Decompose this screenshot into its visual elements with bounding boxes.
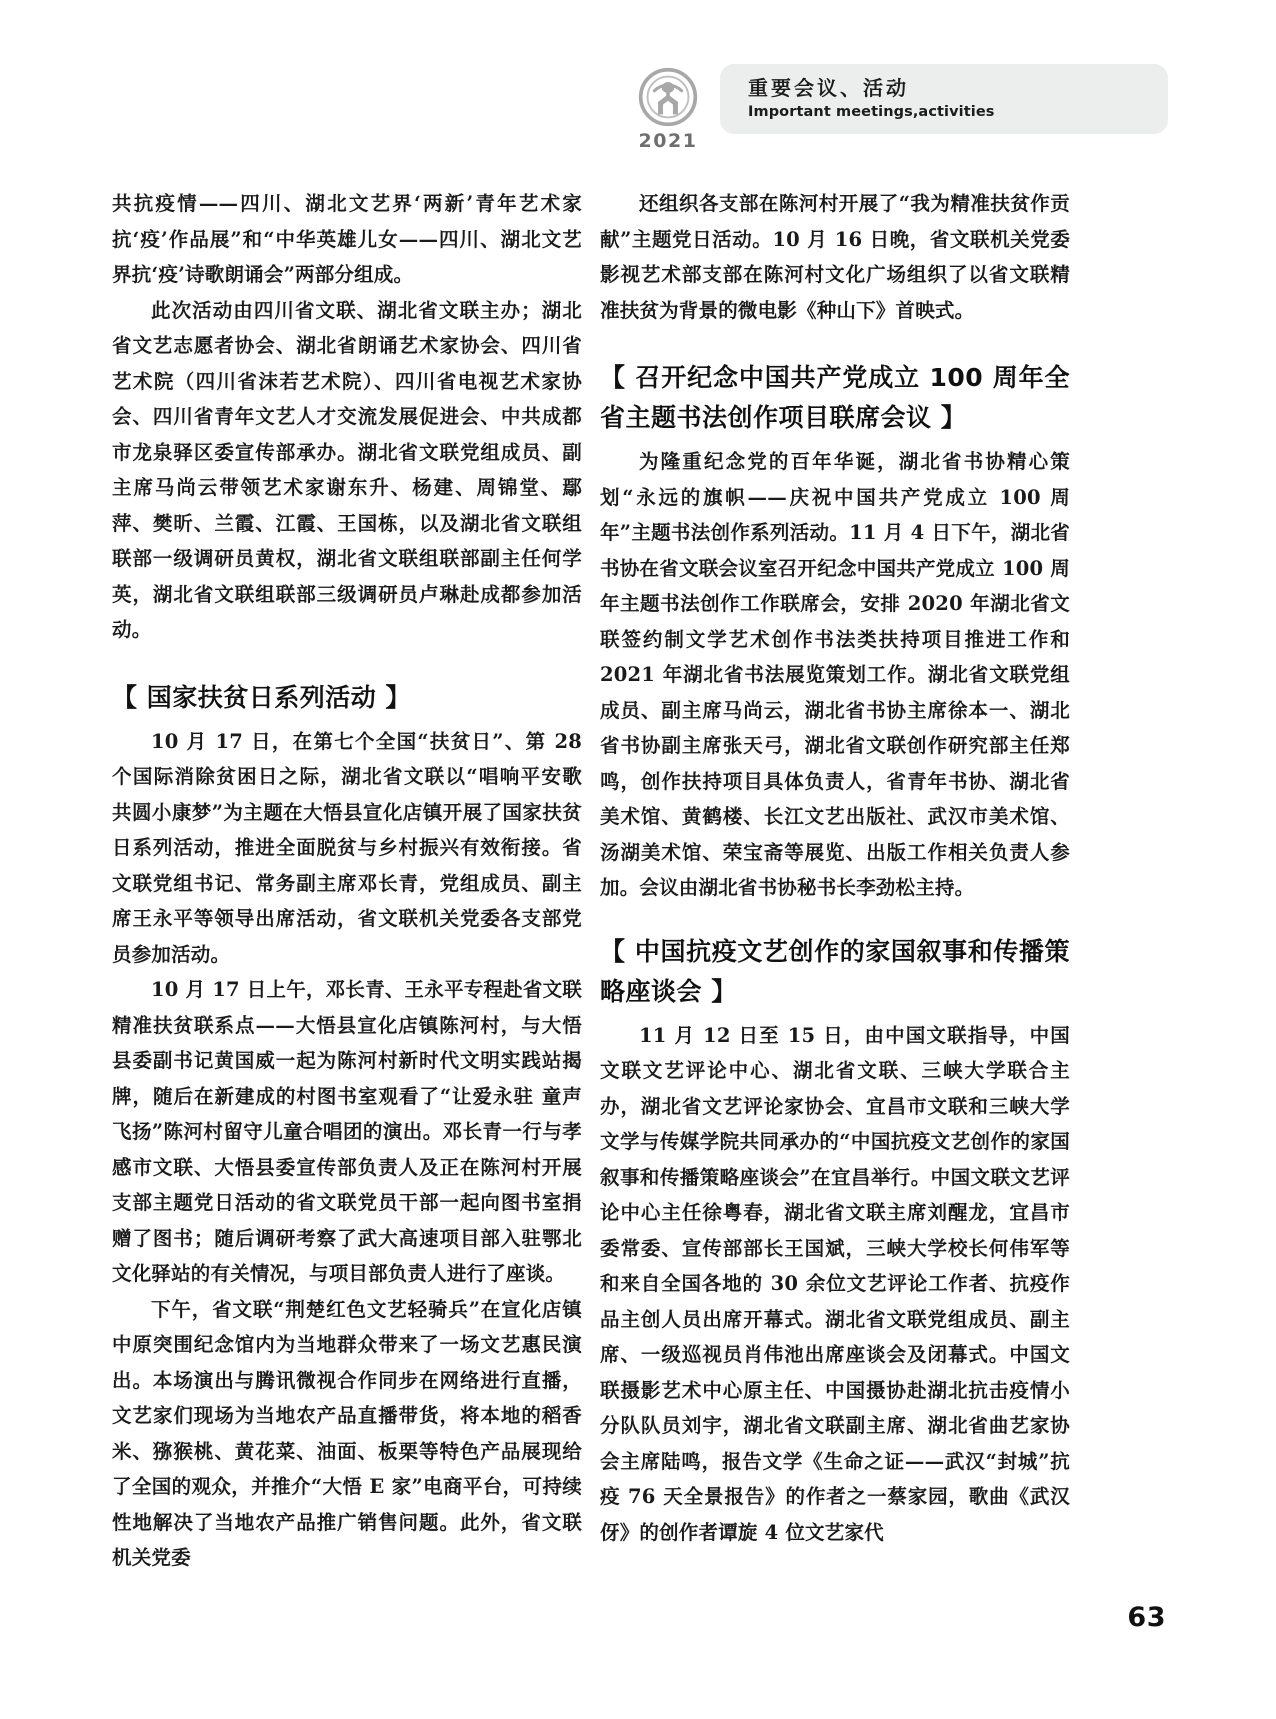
page-header [0, 0, 1276, 172]
paragraph: 10 月 17 日，在第七个全国“扶贫日”、第 28 个国际消除贫困日之际，湖北省文联以“唱响平安歌 共圆小康梦”为主题在大悟县宣化店镇开展了国家扶贫日系列活动，推进全面脱贫与乡村振兴有效衔接。省文联党组书记、常务副主席邓长青，党组成员、副主席王永平等领导出席活动，省文联机关党委各支部党员参加活动。 [112, 729, 582, 966]
page-columns [0, 186, 1276, 1576]
section-heading-symposium: 【 中国抗疫文艺创作的家国叙事和传播策略座谈会 】 [600, 936, 1070, 1006]
section-heading-calligraphy-meeting: 【 召开纪念中国共产党成立 100 周年全省主题书法创作项目联席会议 】 [600, 363, 1070, 432]
paragraph: 10 月 17 日上午，邓长青、王永平专程赴省文联精准扶贫联系点——大悟县宣化店镇陈河村，与大悟县委副书记黄国威一起为陈河村新时代文明实践站揭牌，随后在新建成的村图书室观看了“让爱永驻 童声飞扬”陈河村留守儿童合唱团的演出。邓长青一行与孝感市文联、大悟县委宣传部负责人及正在陈河村开展支部主题党日活动的省文联党员干部一起向图书室捐赠了图书；随后调研考察了武大高速项目部入驻鄂北文化驿站的有关情况，与项目部负责人进行了座谈。 [112, 978, 582, 1285]
page-number: 63 [1127, 1602, 1166, 1633]
paragraph: 下午，省文联“荆楚红色文艺轻骑兵”在宣化店镇中原突围纪念馆内为当地群众带来了一场文艺惠民演出。本场演出与腾讯微视合作同步在网络进行直播，文艺家们现场为当地农产品直播带货，将本地的稻香米、猕猴桃、黄花菜、油面、板栗等特色产品展现给了全国的观众，并推介“大悟 E 家”电商平台，可持续性地解决了当地农产品推广销售问题。此外，省文联机关党委 [112, 1297, 582, 1569]
paragraph: 11 月 12 日至 15 日，由中国文联指导，中国文联文艺评论中心、湖北省文联、三峡大学联合主办，湖北省文艺评论家协会、宜昌市文联和三峡大学文学与传媒学院共同承办的“中国抗疫文艺创作的家国叙事和传播策略座谈会”在宜昌举行。中国文联文艺评论中心主任徐粤春，湖北省文联主席刘醒龙，宜昌市委常委、宣传部部长王国斌，三峡大学校长何伟军等和来自全国各地的 30 余位文艺评论工作者、抗疫作品主创人员出席开幕式。湖北省文联党组成员、副主席、一级巡视员肖伟池出席座谈会及闭幕式。中国文联摄影艺术中心原主任、中国摄协赴湖北抗击疫情小分队队员刘宇，湖北省文联副主席、湖北省曲艺家协会主席陆鸣，报告文学《生命之证——武汉“封城”抗疫 76 天全景报告》的作者之一蔡家园，歌曲《武汉伢》的创作者谭旋 4 位文艺家代 [600, 1023, 1070, 1544]
paragraph: 此次活动由四川省文联、湖北省文联主办；湖北省文艺志愿者协会、湖北省朗诵艺术家协会、四川省艺术院（四川省沫若艺术院）、四川省电视艺术家协会、四川省青年文艺人才交流发展促进会、中共成都市龙泉驿区委宣传部承办。湖北省文联党组成员、副主席马尚云带领艺术家谢东升、杨建、周锦堂、鄢萍、樊昕、兰霞、江霞、王国栋，以及湖北省文联组联部一级调研员黄权，湖北省文联组联部副主任何学英，湖北省文联组联部三级调研员卢琳赴成都参加活动。 [112, 298, 582, 641]
section-heading-poverty-day: 【 国家扶贫日系列活动 】 [112, 682, 411, 712]
header-inner [620, 64, 1168, 152]
header-title-cn: 重要会议、活动 [748, 76, 909, 100]
institution-emblem-icon [637, 66, 699, 128]
header-logo-year: 2021 [638, 130, 698, 152]
paragraph: 共抗疫情——四川、湖北文艺界‘两新’青年艺术家抗‘疫’作品展”和“中华英雄儿女——四川、湖北文艺界抗‘疫’诗歌朗诵会”两部分组成。 [112, 192, 582, 286]
header-title-tab [720, 64, 1168, 134]
left-column [112, 186, 582, 1576]
paragraph: 还组织各支部在陈河村开展了“我为精准扶贫作贡献”主题党日活动。10 月 16 日晚，省文联机关党委影视艺术部支部在陈河村文化广场组织了以省文联精准扶贫为背景的微电影《种山下》首映式。 [600, 192, 1070, 322]
right-column [600, 186, 1070, 1576]
header-logo-block [620, 64, 716, 152]
header-title-en: Important meetings,activities [748, 104, 995, 120]
paragraph: 为隆重纪念党的百年华诞，湖北省书协精心策划“永远的旗帜——庆祝中国共产党成立 100 周年”主题书法创作系列活动。11 月 4 日下午，湖北省书协在省文联会议室召开纪念中国共产党成立 100 周年主题书法创作工作联席会，安排 2020 年湖北省文联签约制文学艺术创作书法类扶持项目推进工作和 2021 年湖北省书法展览策划工作。湖北省文联党组成员、副主席马尚云，湖北省书协主席徐本一、湖北省书协副主席张天弓，湖北省文联创作研究部主任郑鸣，创作扶持项目具体负责人，省青年书协、湖北省美术馆、黄鹤楼、长江文艺出版社、武汉市美术馆、汤湖美术馆、荣宝斋等展览、出版工作相关负责人参加。会议由湖北省书协秘书长李劲松主持。 [600, 450, 1070, 899]
